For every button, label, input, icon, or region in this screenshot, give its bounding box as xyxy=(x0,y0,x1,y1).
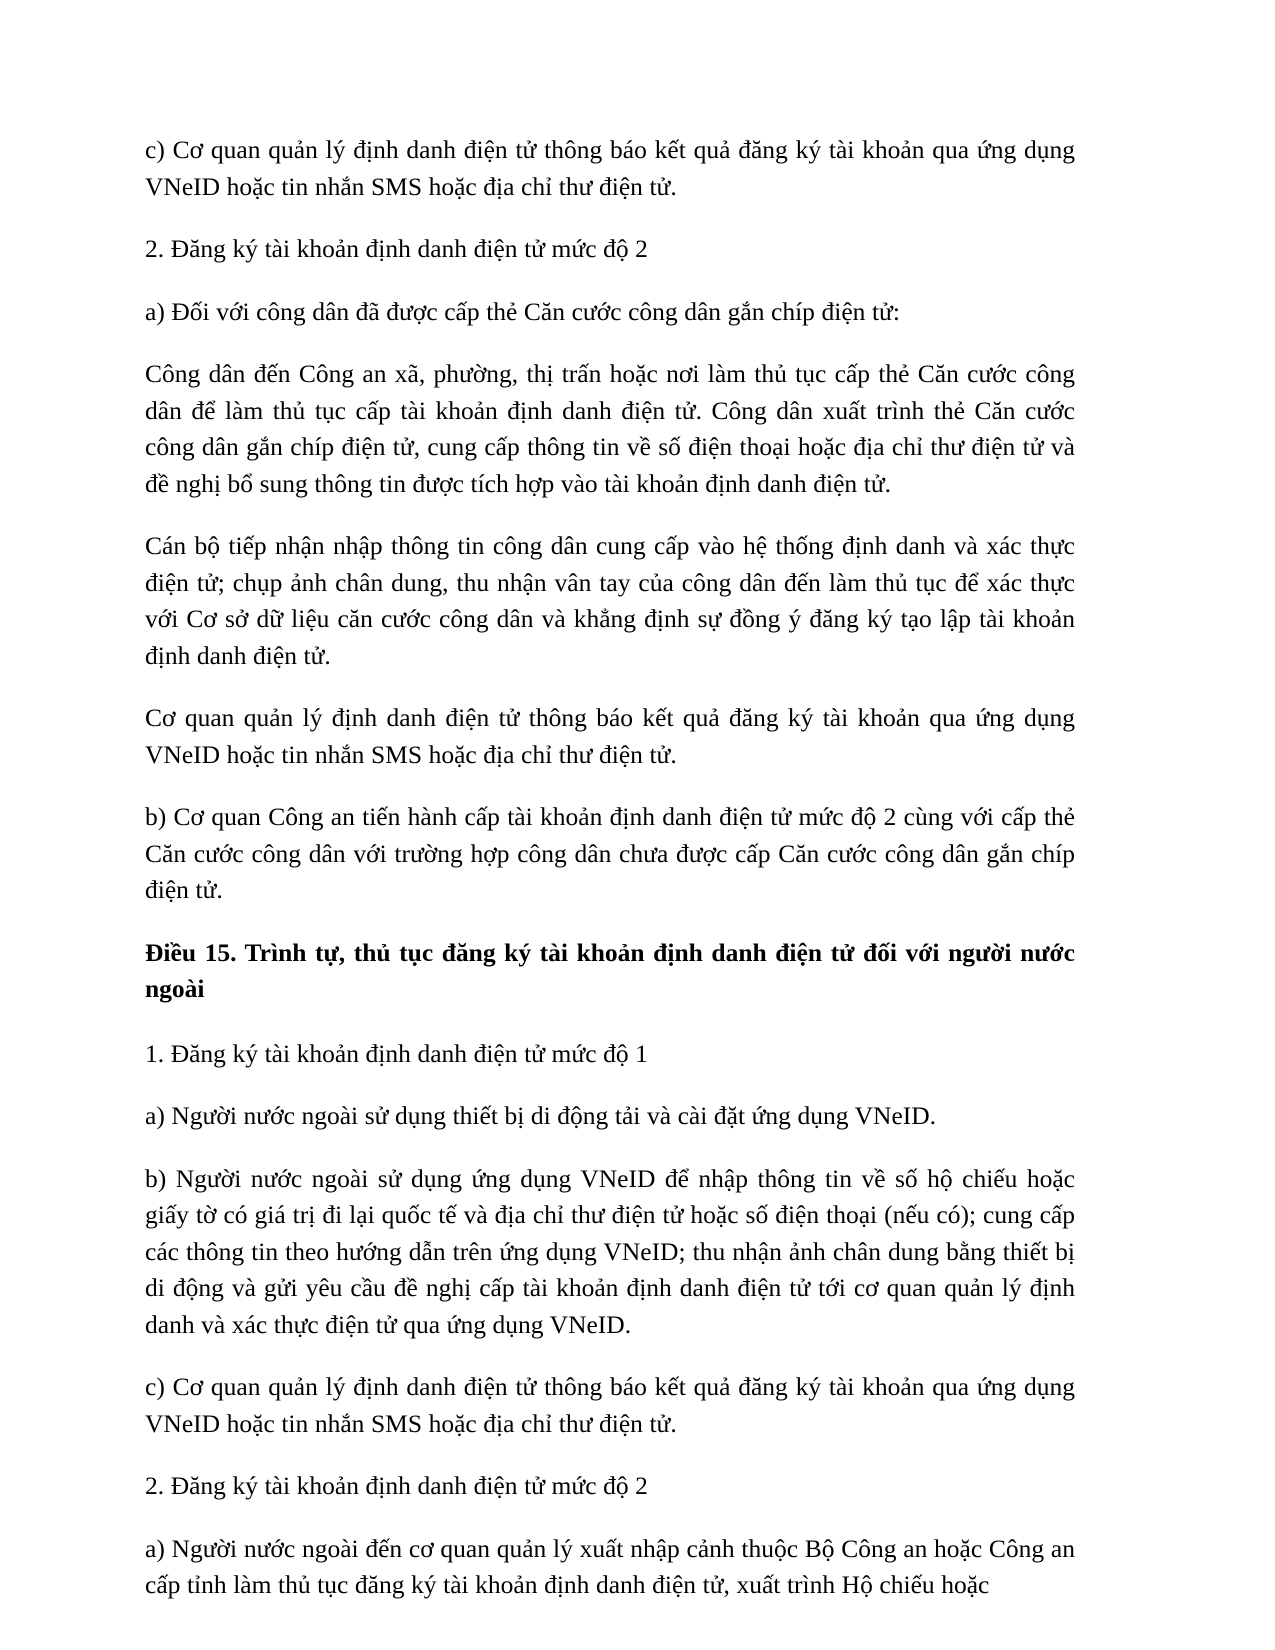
p-2-level2-title: 2. Đăng ký tài khoản định danh điện tử mức độ 2 xyxy=(145,234,648,263)
p-15-1b-enter-passport-info: b) Người nước ngoài sử dụng ứng dụng VNeID để nhập thông tin về số hộ chiếu hoặc giấy tờ có giá trị đi lại quốc tế và địa chỉ thư điện tử hoặc số điện thoại (nếu có); cung cấp các thông tin theo hướng dẫn trên ứng dụng VNeID; thu nhận ảnh chân dung bằng thiết bị di động và gửi yêu cầu đề nghị cấp tài khoản định danh điện tử tới cơ quan quản lý định danh và xác thực điện tử qua ứng dụng VNeID. xyxy=(145,1163,1075,1339)
p-15-2a-immigration-office: a) Người nước ngoài đến cơ quan quản lý xuất nhập cảnh thuộc Bộ Công an hoặc Công an cấp tỉnh làm thủ tục đăng ký tài khoản định danh điện tử, xuất trình Hộ chiếu hoặc xyxy=(145,1533,1075,1599)
p-15-1c-notify-result: c) Cơ quan quản lý định danh điện tử thông báo kết quả đăng ký tài khoản qua ứng dụng VNeID hoặc tin nhắn SMS hoặc địa chỉ thư điện tử. xyxy=(145,1372,1075,1438)
p-15-2-level2-title: 2. Đăng ký tài khoản định danh điện tử mức độ 2 xyxy=(145,1471,648,1500)
p-article-15-heading: Điều 15. Trình tự, thủ tục đăng ký tài khoản định danh điện tử đối với người nước ngoài xyxy=(145,937,1075,1003)
p-2b-issue-with-card: b) Cơ quan Công an tiến hành cấp tài khoản định danh điện tử mức độ 2 cùng với cấp thẻ Căn cước công dân với trường hợp công dân chưa được cấp Căn cước công dân gắn chíp điện tử. xyxy=(145,802,1075,904)
p-15-1a-download-app: a) Người nước ngoài sử dụng thiết bị di động tải và cài đặt ứng dụng VNeID. xyxy=(145,1101,937,1130)
p-2a-notify-result: Cơ quan quản lý định danh điện tử thông báo kết quả đăng ký tài khoản qua ứng dụng VNeID hoặc tin nhắn SMS hoặc địa chỉ thư điện tử. xyxy=(145,703,1075,769)
p-2a-procedure-commune-police: Công dân đến Công an xã, phường, thị trấn hoặc nơi làm thủ tục cấp thẻ Căn cước công dân để làm thủ tục cấp tài khoản định danh điện tử. Công dân xuất trình thẻ Căn cước công dân gắn chíp điện tử, cung cấp thông tin về số điện thoại hoặc địa chỉ thư điện tử và đề nghị bổ sung thông tin được tích hợp vào tài khoản định danh điện tử. xyxy=(145,359,1075,498)
document-text-body xyxy=(145,132,1075,1604)
p-2a-officer-collect-biometrics: Cán bộ tiếp nhận nhập thông tin công dân cung cấp vào hệ thống định danh và xác thực điện tử; chụp ảnh chân dung, thu nhận vân tay của công dân đến làm thủ tục để xác thực với Cơ sở dữ liệu căn cước công dân và khẳng định sự đồng ý đăng ký tạo lập tài khoản định danh điện tử. xyxy=(145,531,1075,670)
p-15-1-level1-title: 1. Đăng ký tài khoản định danh điện tử mức độ 1 xyxy=(145,1038,648,1068)
p-1c-level1-notify: c) Cơ quan quản lý định danh điện tử thông báo kết quả đăng ký tài khoản qua ứng dụng VNeID hoặc tin nhắn SMS hoặc địa chỉ thư điện tử. xyxy=(145,135,1075,201)
p-2a-citizen-with-chip-card: a) Đối với công dân đã được cấp thẻ Căn cước công dân gắn chíp điện tử: xyxy=(145,296,900,326)
